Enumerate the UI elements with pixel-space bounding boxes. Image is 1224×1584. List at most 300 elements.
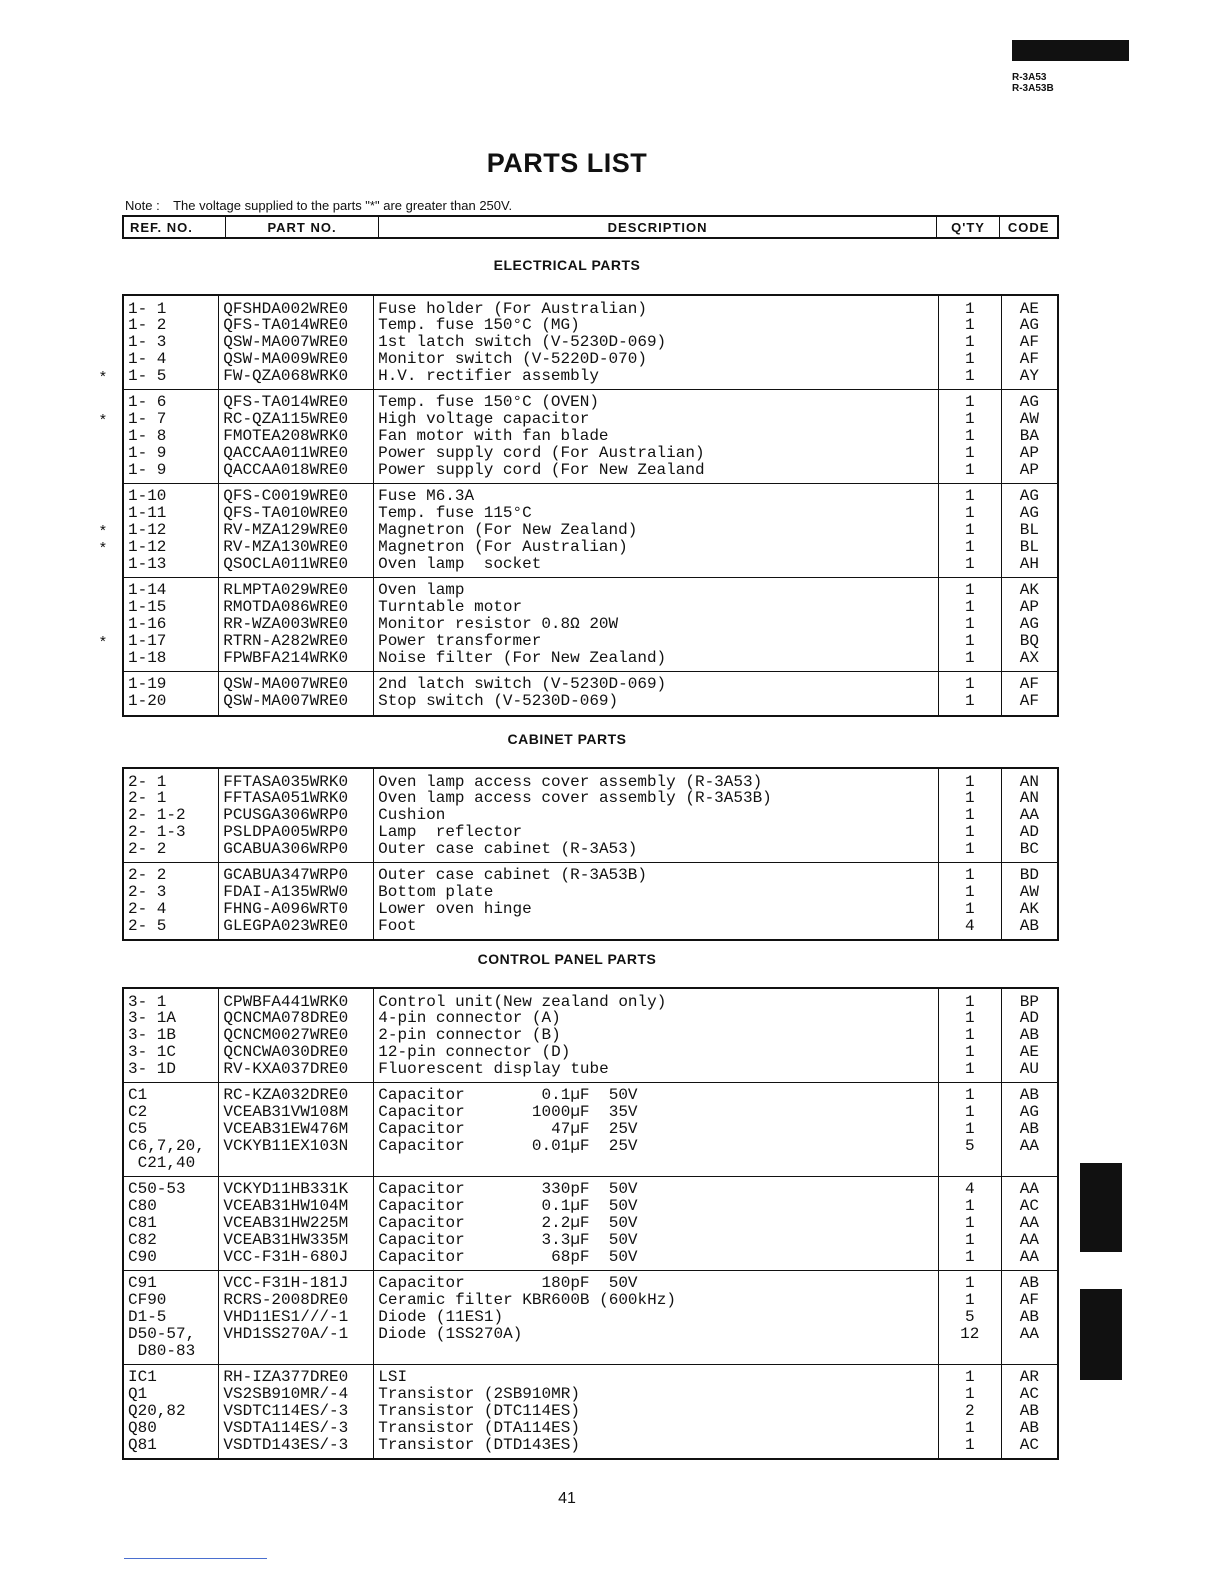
code: AN (1019, 772, 1039, 791)
description: Capacitor 2.2µF 50V (378, 1214, 638, 1233)
qty: 1 (964, 487, 975, 506)
code-cell (1001, 1270, 1058, 1364)
row-group (123, 671, 1058, 715)
code: AG (1019, 487, 1039, 506)
side-tab-upper (1080, 1163, 1122, 1252)
description: Monitor switch (V-5220D-070) (378, 349, 647, 368)
description: LSI (378, 1368, 408, 1387)
qty (939, 1343, 1001, 1360)
code: AP (1019, 443, 1039, 462)
description: Capacitor 68pF 50V (378, 1247, 638, 1266)
code: AP (1019, 598, 1039, 617)
description: Magnetron (For New Zealand) (378, 521, 638, 540)
description-cell (374, 768, 939, 862)
ref-no: 1-19 (128, 675, 167, 694)
description-cell (374, 1082, 939, 1176)
qty: 1 (965, 900, 975, 919)
part-no-cell (219, 862, 374, 940)
description: Temp. fuse 150°C (MG) (378, 316, 580, 335)
description: Power supply cord (For Australian) (378, 443, 705, 462)
ref-no: 2- 2 (128, 839, 167, 858)
cabinet-parts-title: CABINET PARTS (507, 731, 627, 747)
code-cell (1001, 577, 1058, 671)
part-no: CPWBFA441WRK0 (223, 992, 349, 1011)
qty: 1 (964, 333, 975, 352)
part-no-cell (219, 671, 374, 715)
qty-cell (938, 1176, 1001, 1270)
qty: 1 (964, 1435, 975, 1454)
row-group (123, 483, 1058, 577)
part-no: QCNCMA078DRE0 (223, 1009, 349, 1028)
part-no: VHD11ES1///-1 (223, 1308, 349, 1327)
code: AN (1019, 789, 1039, 808)
cabinet-parts-table (122, 767, 1059, 941)
qty: 1 (964, 1247, 975, 1266)
description: Cushion (378, 806, 446, 825)
description: Capacitor 180pF 50V (378, 1274, 638, 1293)
description: Control unit(New zealand only) (378, 992, 667, 1011)
part-no: RC-QZA115WRE0 (223, 410, 349, 429)
code (1002, 1155, 1057, 1172)
code: AA (1019, 1180, 1039, 1199)
description: Transistor (DTA114ES) (378, 1418, 580, 1437)
note-label: Note : (125, 198, 160, 213)
row-group (123, 1270, 1058, 1364)
high-voltage-mark: * (100, 538, 106, 556)
qty: 1 (965, 839, 975, 858)
description-cell (374, 1270, 939, 1364)
row-group (123, 988, 1058, 1082)
code: AA (1019, 1247, 1039, 1266)
ref-no: 2- 4 (128, 900, 167, 919)
description: 2-pin connector (B) (378, 1026, 561, 1045)
description: Transistor (DTC114ES) (378, 1402, 580, 1421)
description-cell (374, 483, 939, 577)
side-tab-lower (1080, 1289, 1122, 1380)
code: AB (1019, 1120, 1039, 1139)
code: AE (1019, 299, 1039, 318)
description: Fuse holder (For Australian) (378, 299, 647, 318)
qty: 1 (964, 349, 975, 368)
control-panel-parts-table (122, 987, 1059, 1460)
qty: 1 (964, 504, 975, 523)
ref-no: C80 (128, 1197, 157, 1216)
column-header (122, 215, 1059, 239)
ref-no: C90 (128, 1247, 157, 1266)
qty-cell (938, 1270, 1001, 1364)
qty: 1 (964, 1368, 975, 1387)
code: AB (1019, 1026, 1039, 1045)
part-no: VCC-F31H-680J (223, 1247, 349, 1266)
code: AF (1019, 349, 1039, 368)
code: AC (1019, 1197, 1039, 1216)
ref-no: 2- 2 (128, 866, 167, 885)
code-cell (1001, 1364, 1058, 1458)
ref-no: 1- 1 (128, 299, 167, 318)
ref-no: 1- 8 (128, 427, 167, 446)
code-cell (1001, 1082, 1058, 1176)
qty: 1 (964, 631, 975, 650)
code: BC (1019, 839, 1039, 858)
ref-no: C5 (128, 1120, 148, 1139)
ref-no-cell (123, 577, 219, 671)
qty: 1 (964, 427, 975, 446)
qty: 1 (964, 1059, 975, 1078)
qty: 1 (964, 316, 975, 335)
part-no: RH-IZA377DRE0 (223, 1368, 349, 1387)
qty: 5 (964, 1136, 975, 1155)
description-cell (374, 671, 939, 715)
ref-no: D1-5 (128, 1308, 167, 1327)
ref-no: 1- 9 (128, 443, 167, 462)
page-number: 41 (558, 1490, 576, 1507)
qty: 1 (965, 789, 975, 808)
description: Capacitor 47µF 25V (378, 1120, 638, 1139)
qty: 1 (964, 1197, 975, 1216)
description: Noise filter (For New Zealand) (378, 648, 667, 667)
ref-no-cell (123, 671, 219, 715)
description-cell (374, 389, 939, 483)
code-cell (1001, 1176, 1058, 1270)
description: Temp. fuse 150°C (OVEN) (378, 393, 599, 412)
qty: 1 (964, 1274, 975, 1293)
ref-no-cell (123, 768, 219, 862)
code: AC (1019, 1435, 1039, 1454)
ref-no: 3- 1D (128, 1059, 177, 1078)
qty: 1 (964, 554, 975, 573)
qty-header: Q'TY (936, 216, 999, 238)
qty: 1 (964, 1009, 975, 1028)
description: Capacitor 330pF 50V (378, 1180, 638, 1199)
part-no-cell (219, 988, 374, 1082)
code: AK (1019, 581, 1039, 600)
code: AB (1019, 916, 1039, 935)
qty: 1 (965, 806, 975, 825)
ref-no: 3- 1A (128, 1009, 177, 1028)
code: AR (1019, 1368, 1039, 1387)
description: Fuse M6.3A (378, 487, 475, 506)
part-no-cell (219, 295, 374, 389)
qty: 1 (965, 883, 975, 902)
note-text: The voltage supplied to the parts "*" are greater than 250V. (173, 198, 513, 213)
part-no-cell (219, 577, 374, 671)
qty: 1 (964, 1291, 975, 1310)
code-cell (1001, 295, 1058, 389)
description: Turntable motor (378, 598, 523, 617)
part-no: RMOTDA086WRE0 (223, 598, 349, 617)
ref-no: IC1 (128, 1368, 157, 1387)
code-cell (1001, 862, 1058, 940)
qty: 4 (965, 916, 975, 935)
description: Diode (1SS270A) (378, 1324, 523, 1343)
code: AA (1019, 1214, 1039, 1233)
part-no: QSW-MA009WRE0 (223, 349, 349, 368)
qty-cell (938, 295, 1001, 389)
description: Outer case cabinet (R-3A53) (378, 839, 638, 858)
description-header: DESCRIPTION (379, 216, 937, 238)
part-no: FMOTEA208WRK0 (223, 427, 349, 446)
header-black-tab (1012, 40, 1129, 61)
code: AD (1019, 822, 1039, 841)
ref-no-cell (123, 988, 219, 1082)
code: AB (1019, 1418, 1039, 1437)
part-no (223, 1155, 373, 1172)
ref-no-cell (123, 389, 219, 483)
ref-no-cell (123, 1270, 219, 1364)
ref-no: 2- 1 (128, 772, 167, 791)
ref-no: 3- 1C (128, 1042, 177, 1061)
code: BL (1019, 537, 1039, 556)
part-no: GCABUA347WRP0 (223, 866, 349, 885)
ref-no: 1- 7 (128, 410, 167, 429)
ref-no: 1- 3 (128, 333, 167, 352)
part-no: GCABUA306WRP0 (223, 839, 349, 858)
qty: 1 (964, 615, 975, 634)
code: AK (1019, 900, 1039, 919)
description: Temp. fuse 115°C (378, 504, 532, 523)
part-no: FW-QZA068WRK0 (223, 366, 349, 385)
part-no: VCEAB31EW476M (223, 1120, 349, 1139)
part-no: QSW-MA007WRE0 (223, 333, 349, 352)
code: AG (1019, 615, 1039, 634)
code: BA (1019, 427, 1039, 446)
part-no-cell (219, 1082, 374, 1176)
qty-cell (938, 389, 1001, 483)
code: BP (1019, 992, 1039, 1011)
part-no: VHD1SS270A/-1 (223, 1324, 349, 1343)
code: AA (1019, 1136, 1039, 1155)
ref-no: C2 (128, 1103, 148, 1122)
part-no: PCUSGA306WRP0 (223, 806, 349, 825)
code: AD (1019, 1009, 1039, 1028)
qty: 2 (964, 1402, 975, 1421)
code: AA (1019, 806, 1039, 825)
qty: 1 (964, 410, 975, 429)
part-no: QCNCWA030DRE0 (223, 1042, 349, 1061)
part-no: GLEGPA023WRE0 (223, 916, 349, 935)
code: AE (1019, 1042, 1039, 1061)
qty: 1 (965, 772, 975, 791)
ref-no: 2- 5 (128, 916, 167, 935)
ref-no-cell (123, 295, 219, 389)
description: Monitor resistor 0.8Ω 20W (378, 615, 619, 634)
part-no: QCNCM0027WRE0 (223, 1026, 349, 1045)
code: AG (1019, 504, 1039, 523)
part-no: VCKYD11HB331K (223, 1180, 349, 1199)
ref-no: 2- 3 (128, 883, 167, 902)
description: Fan motor with fan blade (378, 427, 609, 446)
ref-no: C82 (128, 1230, 157, 1249)
ref-no: 1- 2 (128, 316, 167, 335)
qty: 1 (964, 648, 975, 667)
voltage-note (125, 198, 512, 213)
qty: 1 (964, 1418, 975, 1437)
qty-cell (938, 483, 1001, 577)
description: Outer case cabinet (R-3A53B) (378, 866, 647, 885)
ref-no-cell (123, 862, 219, 940)
description: Power transformer (378, 631, 542, 650)
code: AW (1019, 883, 1039, 902)
part-no: RV-MZA129WRE0 (223, 521, 349, 540)
code: AG (1019, 1103, 1039, 1122)
part-no-cell (219, 1364, 374, 1458)
description: Lower oven hinge (378, 900, 532, 919)
part-no: RR-WZA003WRE0 (223, 615, 349, 634)
ref-no: 1-14 (128, 581, 167, 600)
qty: 1 (964, 1026, 975, 1045)
description: Magnetron (For Australian) (378, 537, 628, 556)
part-no: RLMPTA029WRE0 (223, 581, 349, 600)
electrical-parts-table (122, 294, 1059, 717)
ref-no: C21,40 (128, 1153, 196, 1172)
qty-cell (938, 671, 1001, 715)
description: Bottom plate (378, 883, 494, 902)
part-no: VCEAB31HW225M (223, 1214, 349, 1233)
part-no-cell (219, 1270, 374, 1364)
part-no: QSW-MA007WRE0 (223, 692, 349, 711)
code-cell (1001, 768, 1058, 862)
row-group (123, 862, 1058, 940)
qty: 5 (964, 1308, 975, 1327)
model-number: R-3A53B (1012, 83, 1054, 94)
footer-rule (124, 1558, 267, 1559)
part-no: QFS-C0019WRE0 (223, 487, 349, 506)
ref-no: Q81 (128, 1435, 157, 1454)
qty: 1 (964, 299, 975, 318)
part-no: QSOCLA011WRE0 (223, 554, 349, 573)
qty: 1 (964, 537, 975, 556)
qty: 1 (964, 1230, 975, 1249)
part-no: FFTASA051WRK0 (223, 789, 349, 808)
part-no (223, 1343, 373, 1360)
electrical-parts-title: ELECTRICAL PARTS (493, 257, 641, 273)
description: H.V. rectifier assembly (378, 366, 599, 385)
ref-no-cell (123, 1364, 219, 1458)
qty-cell (938, 1364, 1001, 1458)
ref-no: 2- 1-2 (128, 806, 186, 825)
ref-no: 2- 1-3 (128, 822, 186, 841)
part-no: VCKYB11EX103N (223, 1136, 349, 1155)
code (1002, 1343, 1057, 1360)
qty: 1 (965, 866, 975, 885)
part-no: VCEAB31HW104M (223, 1197, 349, 1216)
description: Power supply cord (For New Zealand (378, 460, 705, 479)
qty: 1 (964, 521, 975, 540)
description-cell (374, 862, 939, 940)
ref-no: 1-16 (128, 615, 167, 634)
part-no: QSW-MA007WRE0 (223, 675, 349, 694)
description-cell (374, 1176, 939, 1270)
description: Ceramic filter KBR600B (600kHz) (378, 1291, 676, 1310)
description: Diode (11ES1) (378, 1308, 504, 1327)
description: Fluorescent display tube (378, 1059, 609, 1078)
description: 12-pin connector (D) (378, 1042, 571, 1061)
code: AY (1019, 366, 1039, 385)
page-title: PARTS LIST (486, 148, 648, 178)
code: AH (1019, 554, 1039, 573)
part-no: RCRS-2008DRE0 (223, 1291, 349, 1310)
model-numbers (1012, 72, 1054, 94)
qty: 1 (964, 443, 975, 462)
code: AW (1019, 410, 1039, 429)
row-group (123, 768, 1058, 862)
description: Capacitor 1000µF 35V (378, 1103, 638, 1122)
qty: 1 (964, 1120, 975, 1139)
part-no: QFS-TA014WRE0 (223, 393, 349, 412)
ref-no: 1-17 (128, 631, 167, 650)
qty: 1 (964, 598, 975, 617)
part-no: VSDTD143ES/-3 (223, 1435, 349, 1454)
part-no: QACCAA018WRE0 (223, 460, 349, 479)
ref-no: 3- 1B (128, 1026, 177, 1045)
ref-no: 1- 6 (128, 393, 167, 412)
part-no: VSDTC114ES/-3 (223, 1402, 349, 1421)
ref-no: 2- 1 (128, 789, 167, 808)
description (378, 1343, 938, 1360)
description-cell (374, 295, 939, 389)
ref-no: 1- 5 (128, 366, 167, 385)
code: BL (1019, 521, 1039, 540)
qty: 1 (964, 692, 975, 711)
ref-no: CF90 (128, 1291, 167, 1310)
description: Lamp reflector (378, 822, 523, 841)
row-group (123, 577, 1058, 671)
part-no: VCEAB31HW335M (223, 1230, 349, 1249)
row-group (123, 389, 1058, 483)
part-no: QFS-TA014WRE0 (223, 316, 349, 335)
description: Oven lamp (378, 581, 465, 600)
high-voltage-mark: * (100, 522, 106, 540)
code-cell (1001, 671, 1058, 715)
ref-no: C50-53 (128, 1180, 186, 1199)
part-no: VCC-F31H-181J (223, 1274, 349, 1293)
code: AG (1019, 393, 1039, 412)
ref-no: C1 (128, 1086, 148, 1105)
description: 1st latch switch (V-5230D-069) (378, 333, 667, 352)
description (378, 1155, 938, 1172)
code-cell (1001, 988, 1058, 1082)
qty: 1 (964, 1042, 975, 1061)
qty-cell (939, 862, 1002, 940)
part-no: FDAI-A135WRW0 (223, 883, 349, 902)
code: AX (1019, 648, 1039, 667)
qty (939, 1155, 1001, 1172)
ref-no: D50-57, (128, 1324, 196, 1343)
ref-no: Q80 (128, 1418, 157, 1437)
code: AF (1019, 692, 1039, 711)
part-no: VCEAB31VW108M (223, 1103, 349, 1122)
description-cell (374, 988, 939, 1082)
row-group (123, 295, 1058, 389)
code: BD (1019, 866, 1039, 885)
qty: 1 (964, 1086, 975, 1105)
description: Oven lamp access cover assembly (R-3A53B) (378, 789, 772, 808)
part-no-cell (219, 1176, 374, 1270)
ref-no-cell (123, 1176, 219, 1270)
description: Capacitor 0.1µF 50V (378, 1197, 638, 1216)
part-no: PSLDPA005WRP0 (223, 822, 349, 841)
code: AF (1019, 1291, 1039, 1310)
qty: 1 (964, 581, 975, 600)
description: Transistor (2SB910MR) (378, 1385, 580, 1404)
qty-cell (939, 768, 1002, 862)
ref-no: C91 (128, 1274, 157, 1293)
ref-no: 1-15 (128, 598, 167, 617)
part-no: VS2SB910MR/-4 (223, 1385, 349, 1404)
high-voltage-mark: * (100, 632, 106, 650)
ref-no-cell (123, 483, 219, 577)
ref-no: D80-83 (128, 1341, 196, 1360)
